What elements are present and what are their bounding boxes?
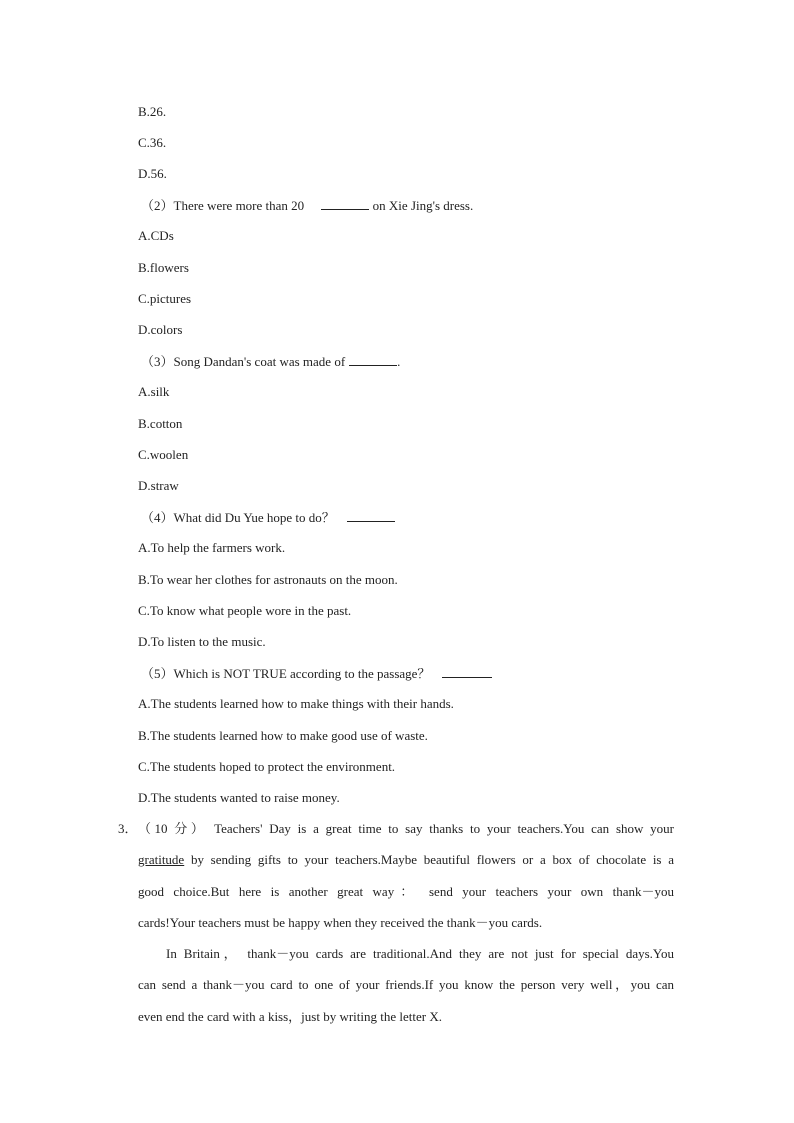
q3-option-d: D.straw xyxy=(138,478,179,493)
q3-option-b: B.cotton xyxy=(138,416,183,431)
underlined-word: gratitude xyxy=(138,852,185,867)
q5-stem xyxy=(141,665,492,682)
q3-answer-blank xyxy=(349,353,397,366)
q2-option-b: B.flowers xyxy=(138,260,189,275)
q5-option-a: A.The students learned how to make things with their hands. xyxy=(138,696,454,711)
q3-option-a: A.silk xyxy=(138,384,170,399)
q5-option-b: B.The students learned how to make good use of waste. xyxy=(138,728,428,743)
q3-stem xyxy=(141,353,400,370)
passage-line-4: cards!Your teachers must be happy when they received the thank－you cards. xyxy=(138,915,543,930)
q5-stem-text: （5）Which is NOT TRUE according to the passage？ xyxy=(141,666,431,681)
q4-option-b: B.To wear her clothes for astronauts on the moon. xyxy=(138,572,398,587)
section-3-number: 3． xyxy=(118,821,138,836)
q5-option-c: C.The students hoped to protect the environment. xyxy=(138,759,396,774)
q5-answer-blank xyxy=(442,665,492,678)
q2-stem-post: on Xie Jing's dress. xyxy=(372,198,474,213)
q4-option-c: C.To know what people wore in the past. xyxy=(138,603,352,618)
passage-line-3: good choice.But here is another great way： send your teachers your own thank－you xyxy=(138,884,674,899)
passage-line-6: can send a thank－you card to one of your friends.If you know the person very well，you can xyxy=(138,977,674,992)
passage-line-7: even end the card with a kiss，just by writing the letter X. xyxy=(138,1009,442,1024)
q2-option-d: D.colors xyxy=(138,322,183,337)
q4-option-a: A.To help the farmers work. xyxy=(138,540,286,555)
passage-line-2 xyxy=(138,852,674,868)
q2-stem-pre: （2）There were more than 20 xyxy=(141,198,305,213)
passage-line-1: （10 分） Teachers' Day is a great time to say thanks to your teachers.You can show your xyxy=(138,821,674,836)
q4-option-d: D.To listen to the music. xyxy=(138,634,266,649)
q4-stem-text: （4）What did Du Yue hope to do？ xyxy=(141,510,335,525)
q4-stem xyxy=(141,509,395,526)
q2-stem xyxy=(141,197,473,214)
q1-option-c: C.36. xyxy=(138,135,167,150)
q3-option-c: C.woolen xyxy=(138,447,189,462)
q3-stem-pre: （3）Song Dandan's coat was made of xyxy=(141,354,346,369)
q2-answer-blank xyxy=(321,197,369,210)
q5-option-d: D.The students wanted to raise money. xyxy=(138,790,340,805)
q3-stem-post: . xyxy=(397,354,401,369)
q2-option-c: C.pictures xyxy=(138,291,192,306)
q1-option-b: B.26. xyxy=(138,104,167,119)
q1-option-d: D.56. xyxy=(138,166,167,181)
q2-option-a: A.CDs xyxy=(138,228,174,243)
q4-answer-blank xyxy=(347,509,395,522)
passage-line-5: In Britain， thank－you cards are traditional.And they are not just for special days.You xyxy=(166,946,674,961)
passage-line-2-rest: by sending gifts to your teachers.Maybe beautiful flowers or a box of chocolate is a xyxy=(184,852,674,867)
